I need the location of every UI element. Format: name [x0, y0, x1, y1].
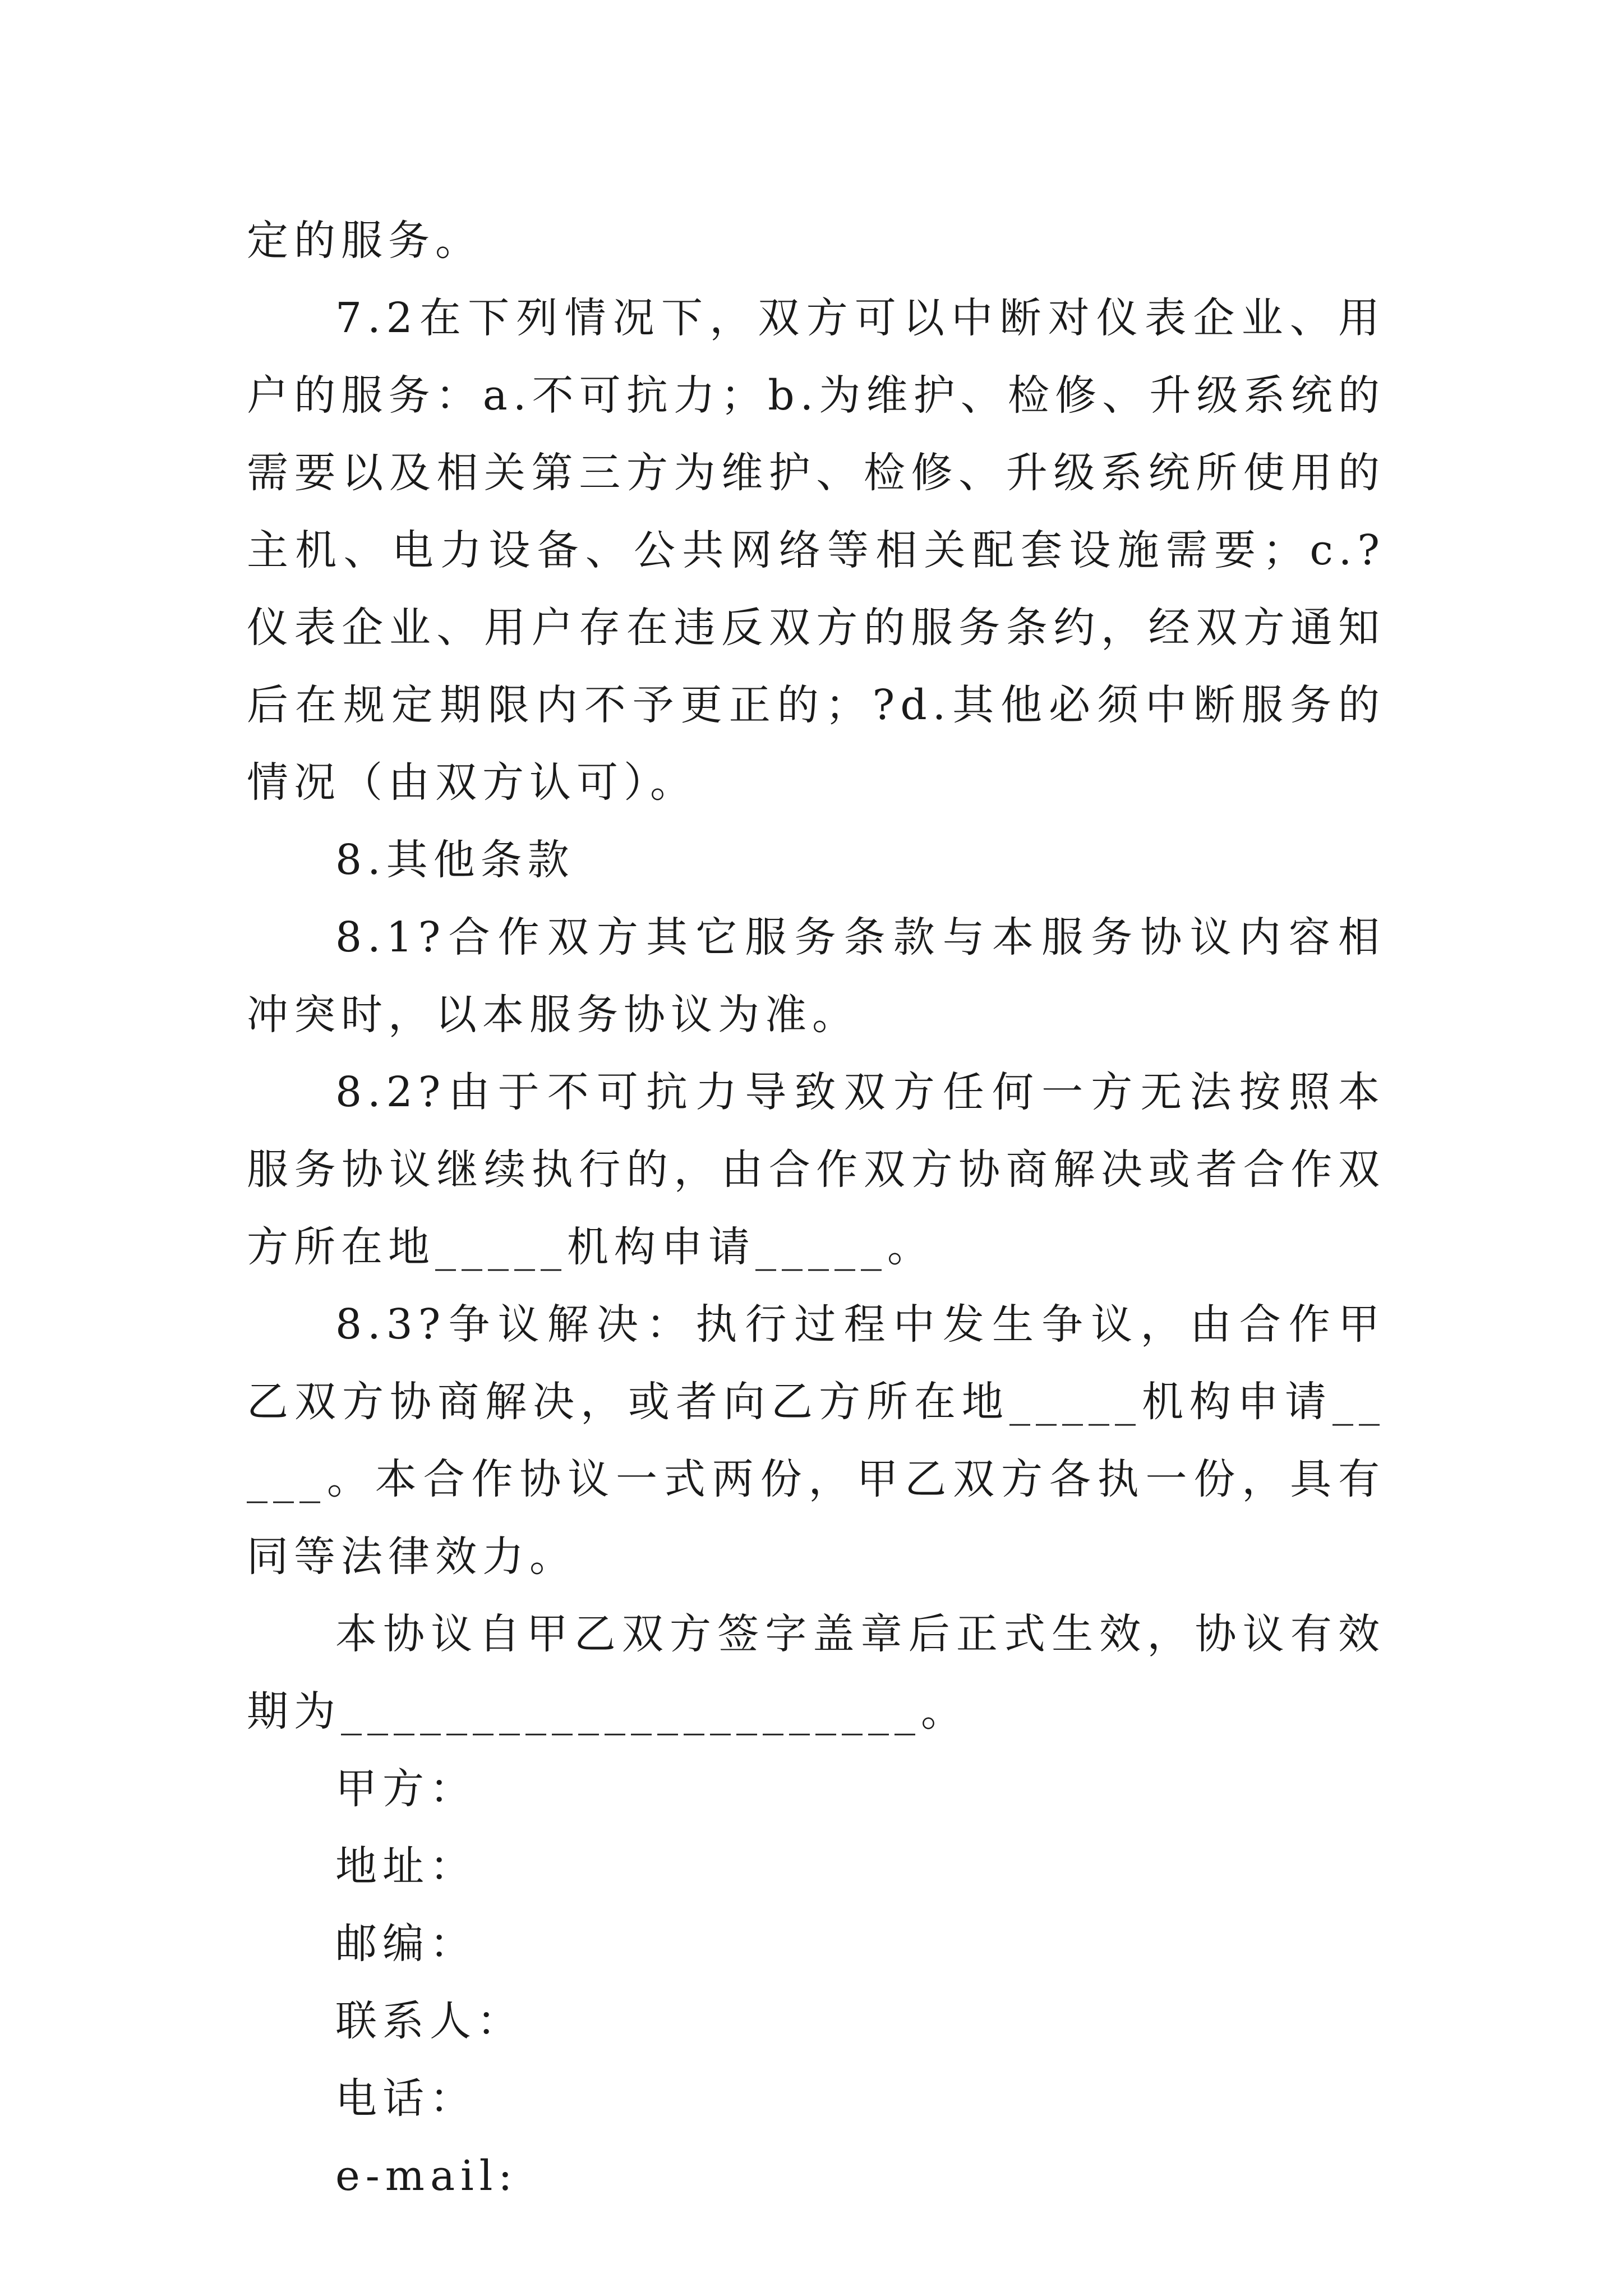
phone-label: 电话：	[335, 2074, 477, 2123]
document-body	[247, 202, 1385, 2215]
party-a-label: 甲方：	[335, 1765, 477, 1813]
clause-8-1: 8.1?合作双方其它服务条款与本服务协议内容相冲突时，以本服务协议为准。	[247, 913, 1385, 1039]
clause-7-2: 7.2在下列情况下，双方可以中断对仪表企业、用户的服务：a.不可抗力；b.为维护、检修、升级系统的需要以及相关第三方为维护、检修、升级系统所使用的主机、电力设备、公共网络等相关配套设施需要；c.?仪表企业、用户存在违反双方的服务条约，经双方通知后在规定期限内不予更正的；?d.其他必须中断服务的情况（由双方认可）。	[247, 294, 1385, 807]
clause-8-3: 8.3?争议解决：执行过程中发生争议，由合作甲乙双方协商解决，或者向乙方所在地_____机构申请_____。本合作协议一式两份，甲乙双方各执一份，具有同等法律效力。	[247, 1300, 1385, 1581]
signature-block	[247, 1750, 1385, 2215]
effective-term: 本协议自甲乙双方签字盖章后正式生效，协议有效期为______________________。	[247, 1610, 1385, 1736]
section-8-heading: 8.其他条款	[335, 836, 575, 884]
paragraph-continuation: 定的服务。	[247, 217, 482, 265]
address-label: 地址：	[335, 1842, 477, 1890]
email-label: e-mail:	[335, 2152, 518, 2200]
contact-label: 联系人：	[335, 1997, 524, 2045]
clause-8-2: 8.2?由于不可抗力导致双方任何一方无法按照本服务协议继续执行的，由合作双方协商解决或者合作双方所在地_____机构申请_____。	[247, 1068, 1385, 1271]
postcode-label: 邮编：	[335, 1920, 477, 1968]
